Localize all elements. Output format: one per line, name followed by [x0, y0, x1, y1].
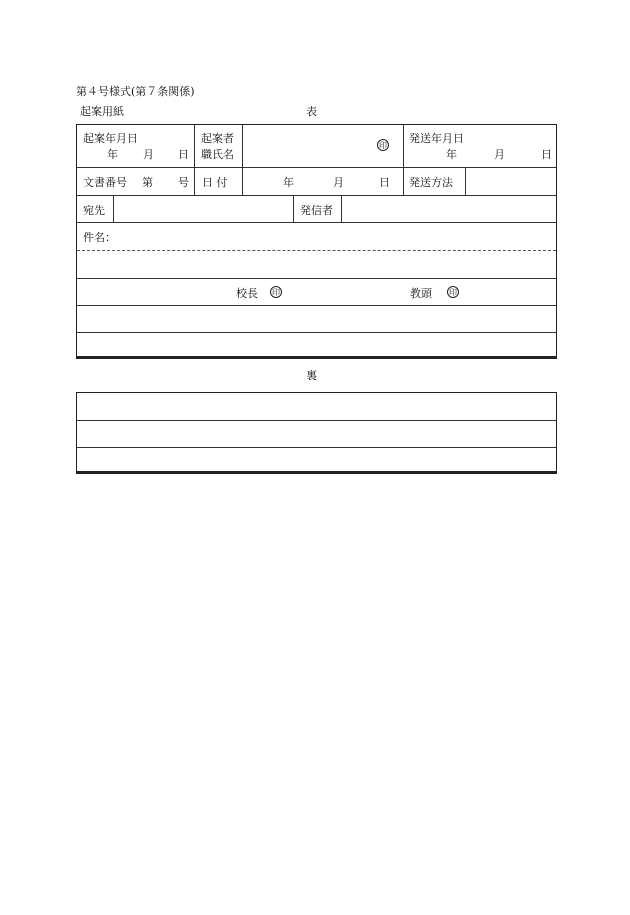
- vice-principal-label: 教頭: [410, 287, 432, 300]
- drafter-label-cell: [194, 125, 242, 167]
- sender-label-cell: [293, 196, 341, 223]
- back-row-3[interactable]: [77, 447, 556, 473]
- paper-label: 起案用紙: [80, 105, 124, 118]
- send-date-year-unit: 年: [446, 148, 457, 161]
- draft-date-year-unit: 年: [107, 148, 118, 161]
- draft-date-label: 起案年月日: [83, 132, 138, 145]
- addressee-label-cell: [77, 196, 113, 223]
- vice-principal-seal-icon[interactable]: 印: [449, 288, 457, 297]
- row-dates: [77, 125, 556, 167]
- draft-date-cell[interactable]: [77, 125, 194, 167]
- back-label: 裏: [306, 369, 317, 382]
- send-method-label-cell: [403, 168, 465, 196]
- addressee-value-cell[interactable]: [113, 196, 293, 223]
- send-method-label: 発送方法: [409, 176, 453, 189]
- back-row-2[interactable]: [77, 420, 556, 448]
- date-month-unit: 月: [333, 176, 344, 189]
- send-date-day-unit: 日: [541, 148, 552, 161]
- drafter-label-2: 職氏名: [201, 148, 234, 161]
- sender-value-cell[interactable]: [341, 196, 556, 223]
- send-date-label: 発送年月日: [409, 132, 464, 145]
- row-addressee: [77, 195, 556, 223]
- blank-row-1[interactable]: [77, 305, 556, 333]
- form-number: 第４号様式(第７条関係): [76, 85, 195, 98]
- date-label: 日 付: [202, 176, 228, 189]
- date-value-cell[interactable]: [242, 168, 403, 196]
- doc-number-suffix: 号: [178, 176, 189, 189]
- front-form: [76, 124, 557, 359]
- principal-seal-icon[interactable]: 印: [272, 288, 280, 297]
- row-approval: [77, 278, 556, 306]
- subject-label: 件名：: [83, 231, 116, 244]
- doc-number-prefix: 第: [142, 176, 153, 189]
- send-date-cell[interactable]: [403, 125, 556, 167]
- send-method-value-cell[interactable]: [465, 168, 556, 196]
- front-label: 表: [306, 105, 317, 118]
- draft-date-month-unit: 月: [143, 148, 154, 161]
- drafter-seal-icon: 印: [379, 141, 387, 150]
- date-label-cell: [194, 168, 242, 196]
- row-doc-number: [77, 167, 556, 196]
- drafter-label-1: 起案者: [201, 132, 234, 145]
- addressee-label: 宛先: [83, 204, 105, 217]
- doc-number-cell[interactable]: [77, 168, 194, 196]
- send-date-month-unit: 月: [494, 148, 505, 161]
- doc-number-label: 文書番号: [83, 176, 127, 189]
- date-day-unit: 日: [379, 176, 390, 189]
- date-year-unit: 年: [283, 176, 294, 189]
- principal-label: 校長: [236, 287, 258, 300]
- row-subject[interactable]: [77, 222, 556, 279]
- drafter-name-cell[interactable]: [242, 125, 403, 167]
- blank-row-2[interactable]: [77, 332, 556, 358]
- back-form: [76, 392, 557, 474]
- back-row-1[interactable]: [77, 393, 556, 420]
- sender-label: 発信者: [300, 204, 333, 217]
- subject-divider: [77, 250, 556, 251]
- draft-date-day-unit: 日: [178, 148, 189, 161]
